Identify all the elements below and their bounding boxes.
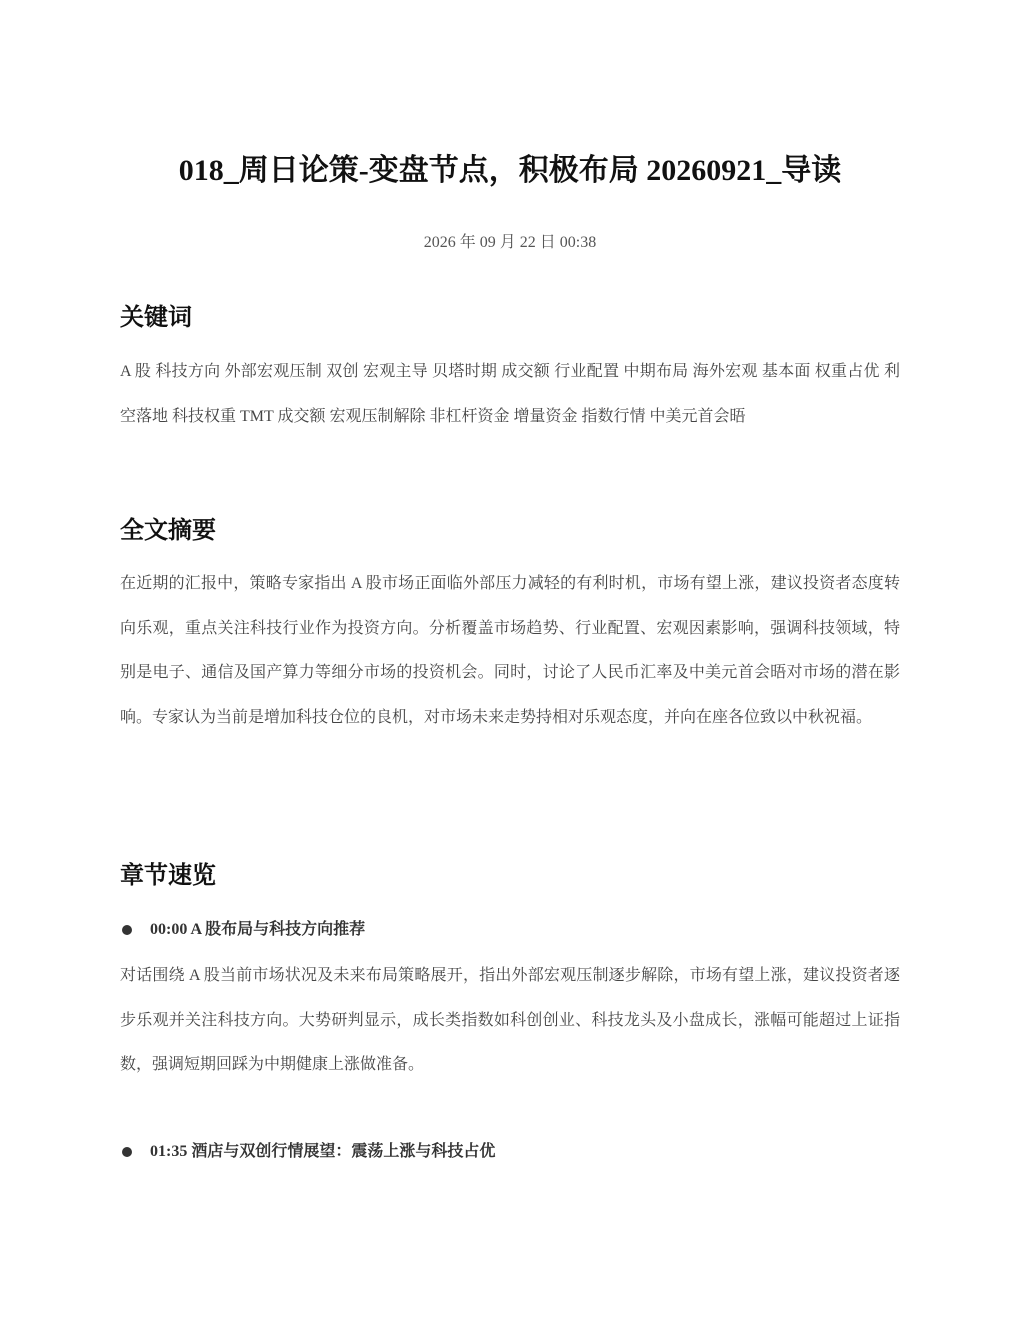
bullet-icon (122, 925, 132, 935)
chapter-item (120, 917, 900, 945)
chapter-title: 01:35 酒店与双创行情展望：震荡上涨与科技占优 (150, 1143, 496, 1160)
page-title: 018_周日论策-变盘节点，积极布局 20260921_导读 (178, 154, 842, 187)
chapter-title: 00:00 A 股布局与科技方向推荐 (150, 921, 366, 938)
chapter-text: 对话围绕 A 股当前市场状况及未来布局策略展开，指出外部宏观压制逐步解除，市场有望上涨，建议投资者逐步乐观并关注科技方向。大势研判显示，成长类指数如科创创业、科技龙头及小盘成长，涨幅可能超过上证指数，强调短期回踩为中期健康上涨做准备。 (120, 967, 900, 1073)
summary-text: 在近期的汇报中，策略专家指出 A 股市场正面临外部压力减轻的有利时机，市场有望上涨，建议投资者态度转向乐观，重点关注科技行业作为投资方向。分析覆盖市场趋势、行业配置、宏观因素影响，强调科技领域，特别是电子、通信及国产算力等细分市场的投资机会。同时，讨论了人民币汇率及中美元首会晤对市场的潜在影响。专家认为当前是增加科技仓位的良机，对市场未来走势持相对乐观态度，并向在座各位致以中秋祝福。 (120, 575, 900, 726)
keywords-heading: 关键词 (120, 305, 192, 331)
chapter-item (120, 1139, 900, 1167)
summary-heading: 全文摘要 (120, 518, 216, 544)
chapters-heading: 章节速览 (120, 863, 216, 889)
document-date: 2026 年 09 月 22 日 00:38 (423, 234, 597, 251)
bullet-icon (122, 1147, 132, 1157)
keywords-text: A 股 科技方向 外部宏观压制 双创 宏观主导 贝塔时期 成交额 行业配置 中期布局 海外宏观 基本面 权重占优 利空落地 科技权重 TMT 成交额 宏观压制解除 非杠杆资金 增量资金 指数行情 中美元首会晤 (120, 363, 900, 425)
